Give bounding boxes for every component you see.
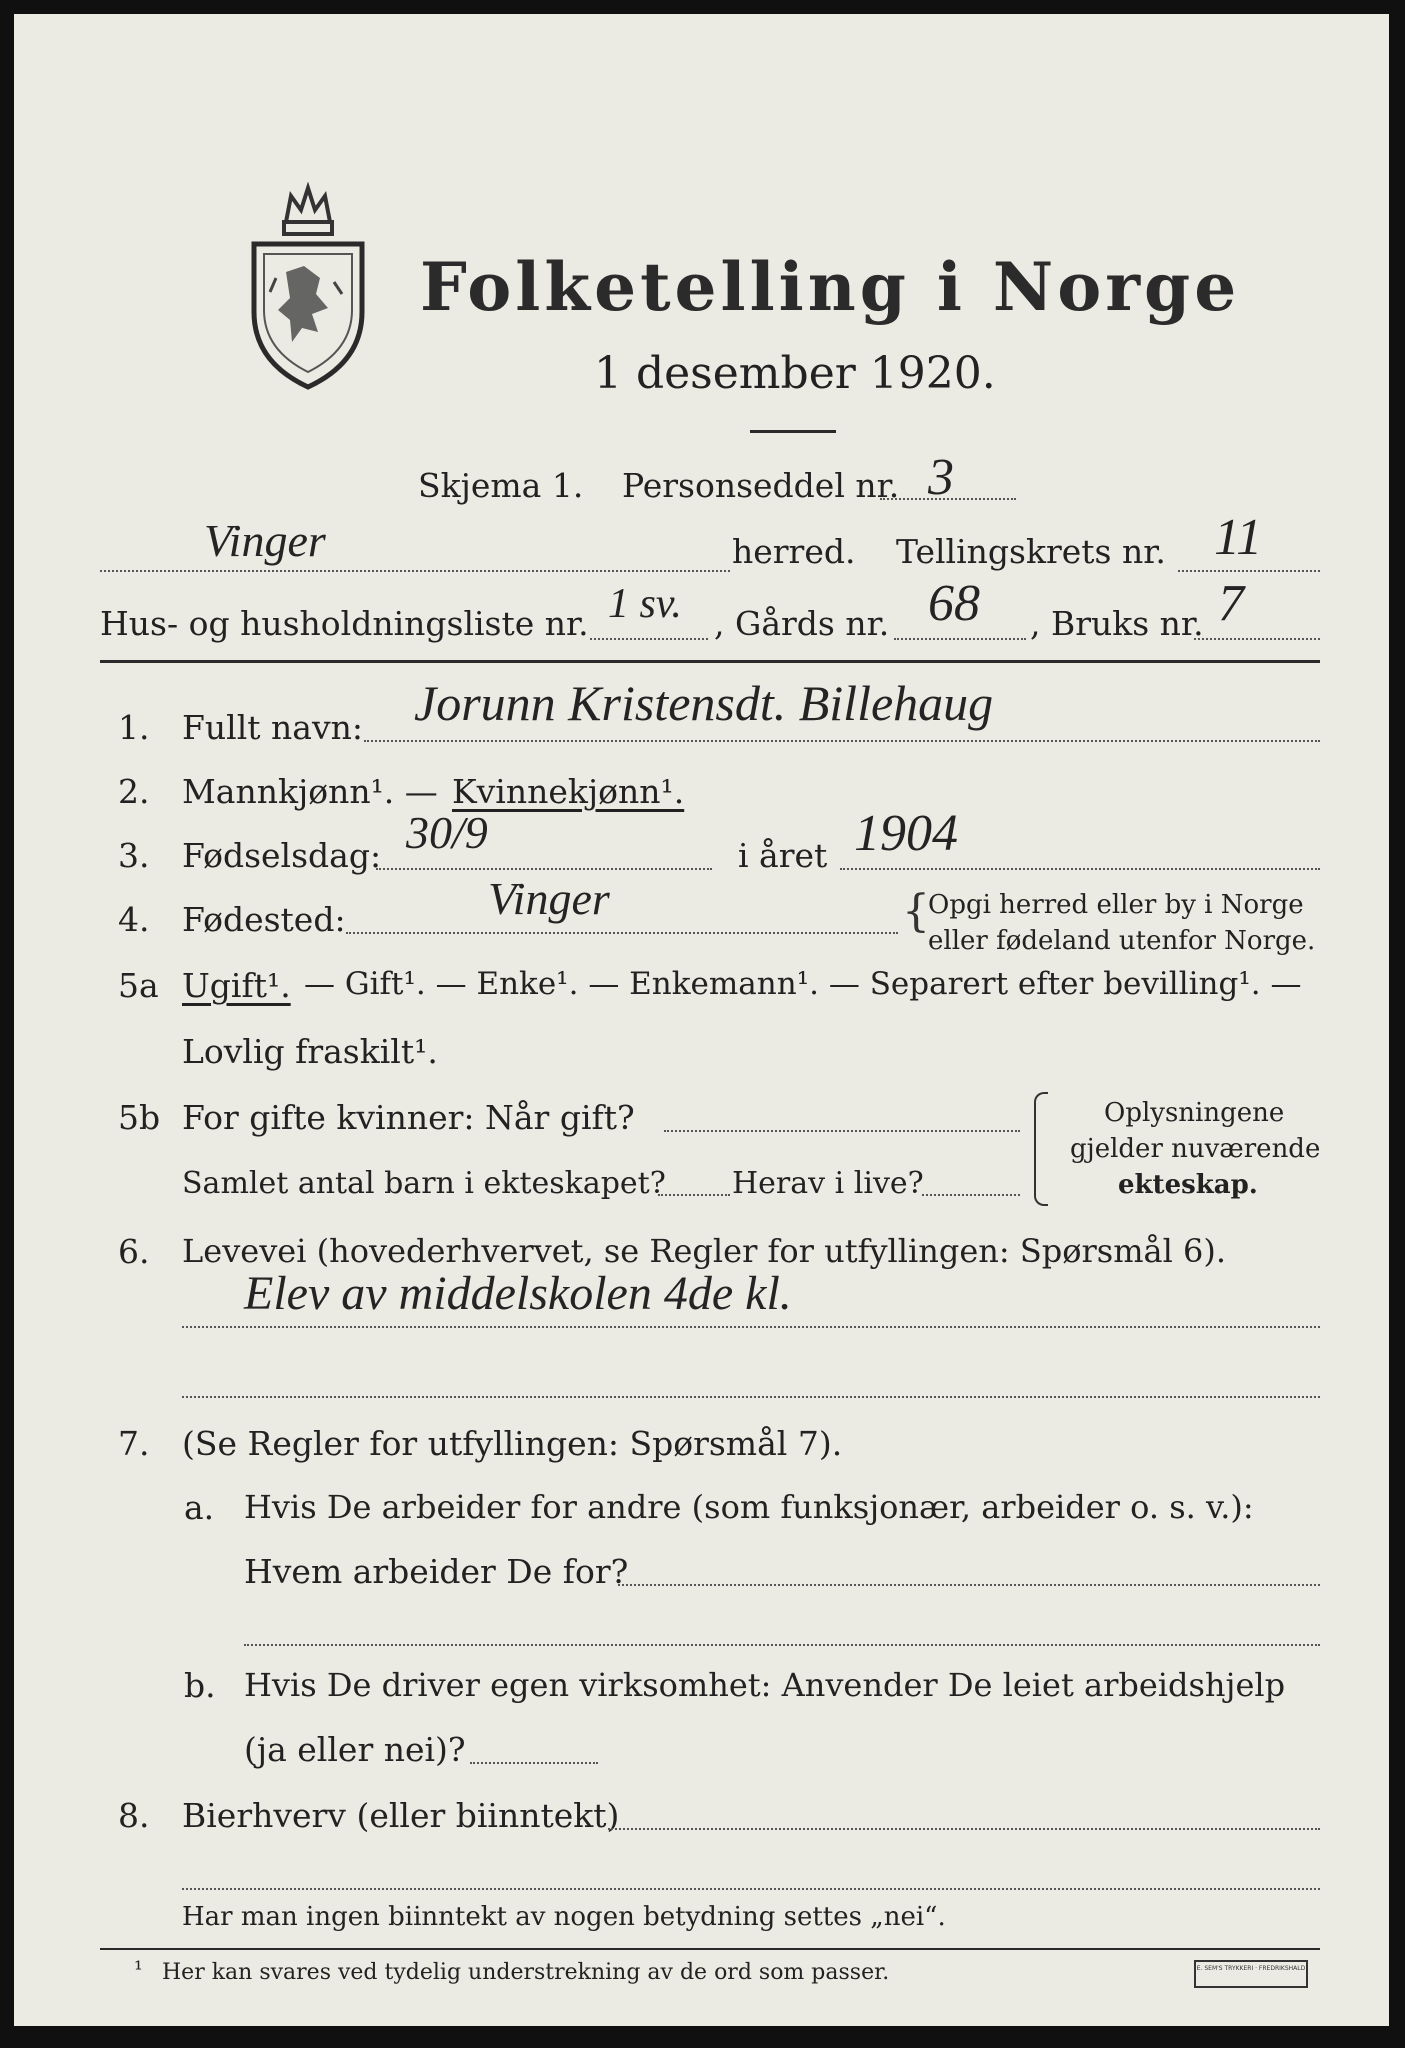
- husliste-line: [590, 638, 708, 640]
- q5a-line2: Lovlig fraskilt¹.: [182, 1032, 438, 1071]
- printer-stamp: [1194, 1960, 1308, 1988]
- q1-label: Fullt navn:: [182, 708, 363, 747]
- q7a-letter: a.: [184, 1488, 215, 1527]
- q3-number: 3.: [118, 836, 150, 875]
- q2-female-underlined: Kvinnekjønn¹.: [452, 772, 685, 811]
- census-form: [14, 14, 1389, 2026]
- footnote-mark: ¹: [134, 1958, 143, 1983]
- printer-stamp-text: E. SEM'S TRYKKERI · FREDRIKSHALD: [1196, 1965, 1306, 1972]
- q5a-number: 5a: [118, 966, 159, 1005]
- q5b-note2: gjelder nuværende: [1070, 1134, 1321, 1164]
- herred-value: Vinger: [204, 515, 326, 566]
- census-date: 1 desember 1920.: [594, 348, 996, 399]
- q8-line: [608, 1828, 1320, 1830]
- q5b-line1: For gifte kvinner: Når gift?: [182, 1098, 635, 1137]
- gaards-label: , Gårds nr.: [714, 604, 890, 643]
- q8-number: 8.: [118, 1796, 150, 1835]
- bruks-line: [1194, 638, 1320, 640]
- q5b-alive-line: [922, 1194, 1020, 1196]
- q3-year-label: i året: [738, 836, 828, 875]
- q5a-ugift-underlined: Ugift¹.: [182, 966, 291, 1005]
- q4-note-line1: Opgi herred eller by i Norge: [928, 890, 1304, 920]
- q6-number: 6.: [118, 1232, 150, 1271]
- tellingskrets-label: Tellingskrets nr.: [896, 532, 1166, 571]
- q2-male: Mannkjønn¹. —: [182, 772, 438, 811]
- q7b-line1: Hvis De driver egen virksomhet: Anvender De leiet arbeidshjelp: [244, 1666, 1286, 1704]
- personseddel-value: 3: [928, 449, 954, 506]
- header-rule: [100, 660, 1320, 663]
- husliste-value: 1 sv.: [608, 581, 682, 627]
- q5b-married-line: [664, 1130, 1020, 1132]
- q3-label: Fødselsdag:: [182, 836, 382, 875]
- husliste-label: Hus- og husholdningsliste nr.: [100, 604, 589, 643]
- q3-line: [376, 868, 712, 870]
- q8-extra-line: [182, 1888, 1320, 1890]
- q8-label: Bierhverv (eller biinntekt): [182, 1796, 620, 1835]
- q7-number: 7.: [118, 1424, 150, 1463]
- personseddel-label: Personseddel nr.: [622, 466, 900, 505]
- q4-label: Fødested:: [182, 900, 346, 939]
- q7b-line2: (ja eller nei)?: [244, 1730, 466, 1769]
- q7b-answer-line: [470, 1762, 598, 1764]
- q1-line: [364, 740, 1320, 742]
- birthday-value: 30/9: [406, 807, 488, 858]
- footer-note: Har man ingen biinntekt av nogen betydning settes „nei“.: [182, 1902, 946, 1932]
- q7a-extra-line: [244, 1644, 1320, 1646]
- q4-number: 4.: [118, 900, 150, 939]
- q7a-line2: Hvem arbeider De for?: [244, 1552, 629, 1591]
- q7a-line1: Hvis De arbeider for andre (som funksjonær, arbeider o. s. v.):: [244, 1488, 1254, 1526]
- q5b-note3: ekteskap.: [1118, 1170, 1258, 1200]
- occupation-value: Elev av middelskolen 4de kl.: [244, 1267, 792, 1320]
- q6-line1: [182, 1326, 1320, 1328]
- q3-year-line: [840, 868, 1320, 870]
- q5b-note1: Oplysningene: [1104, 1098, 1285, 1128]
- herred-label: herred.: [732, 532, 856, 571]
- q5b-line2b: Herav i live?: [732, 1166, 924, 1201]
- birth-year-value: 1904: [854, 805, 958, 862]
- q7a-employer-line: [618, 1584, 1320, 1586]
- tellingskrets-value: 11: [1214, 509, 1263, 566]
- tellingskrets-line: [1178, 570, 1320, 572]
- footer-rule: [100, 1948, 1320, 1950]
- gaards-line: [894, 638, 1026, 640]
- q1-number: 1.: [118, 708, 150, 747]
- q2-number: 2.: [118, 772, 150, 811]
- q5b-children-line: [658, 1194, 730, 1196]
- q5b-bracket: [1034, 1092, 1048, 1206]
- skjema-label: Skjema 1.: [418, 466, 584, 505]
- q7-label: (Se Regler for utfyllingen: Spørsmål 7).: [182, 1424, 843, 1463]
- bruks-value: 7: [1218, 575, 1244, 632]
- birthplace-value: Vinger: [488, 873, 610, 924]
- q5b-line2a: Samlet antal barn i ekteskapet?: [182, 1166, 666, 1201]
- q4-note-line2: eller fødeland utenfor Norge.: [928, 926, 1316, 956]
- q6-label: Levevei (hovederhvervet, se Regler for utfyllingen: Spørsmål 6).: [182, 1232, 1227, 1270]
- q7b-letter: b.: [184, 1666, 216, 1705]
- q5b-number: 5b: [118, 1098, 161, 1137]
- q6-line2: [182, 1396, 1320, 1398]
- footnote-text: Her kan svares ved tydelig understrekning av de ord som passer.: [162, 1960, 890, 1985]
- q4-brace: {: [902, 886, 930, 937]
- coat-of-arms-icon: [246, 182, 370, 392]
- gaards-value: 68: [928, 575, 980, 632]
- herred-line: [100, 570, 730, 572]
- form-title: Folketelling i Norge: [420, 248, 1241, 326]
- q4-line: [346, 932, 898, 934]
- bruks-label: , Bruks nr.: [1030, 604, 1204, 643]
- full-name-value: Jorunn Kristensdt. Billehaug: [414, 675, 994, 731]
- q5a-options: — Gift¹. — Enke¹. — Enkemann¹. — Separert efter bevilling¹. —: [304, 966, 1302, 1002]
- title-divider: [750, 430, 836, 433]
